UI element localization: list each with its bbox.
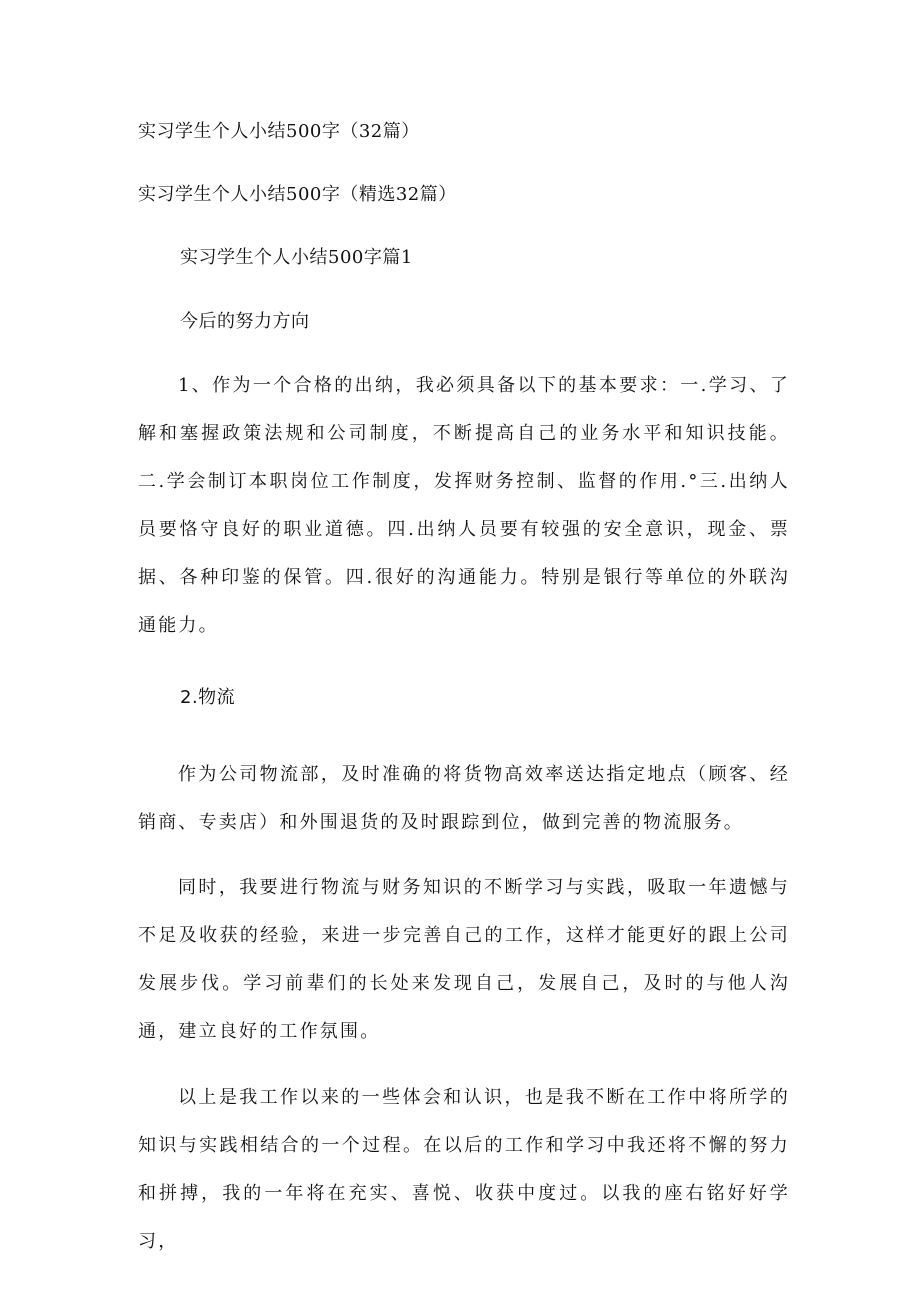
- paragraph-conclusion: 以上是我工作以来的一些体会和认识，也是我不断在工作中将所学的知识与实践相结合的一个过程。在以后的工作和学习中我还将不懈的努力和拼搏，我的一年将在充实、喜悦、收获中度过。以我的座右铭好好学习，: [138, 1087, 790, 1252]
- document-subtitle: 实习学生个人小结500字（精选32篇）: [138, 184, 457, 205]
- section-heading: 实习学生个人小结500字篇1: [180, 247, 413, 268]
- document-title: 实习学生个人小结500字（32篇）: [138, 121, 420, 142]
- paragraph-learning: 同时，我要进行物流与财务知识的不断学习与实践，吸取一年遗憾与不足及收获的经验，来进一步完善自己的工作，这样才能更好的跟上公司发展步伐。学习前辈们的长处来发现自己，发展自己，及时的与他人沟通，建立良好的工作氛围。: [138, 877, 790, 1042]
- subheading-effort-direction: 今后的努力方向: [180, 311, 310, 332]
- paragraph-logistics: 作为公司物流部，及时准确的将货物高效率送达指定地点（顾客、经销商、专卖店）和外围退货的及时跟踪到位，做到完善的物流服务。: [138, 764, 790, 833]
- subheading-logistics: 2.物流: [180, 687, 236, 708]
- paragraph-cashier-requirements: 1、作为一个合格的出纳，我必须具备以下的基本要求：一.学习、了解和塞握政策法规和公司制度，不断提高自己的业务水平和知识技能。二.学会制订本职岗位工作制度，发挥财务控制、监督的作用.°三.出纳人员要恪守良好的职业道德。四.出纳人员要有较强的安全意识，现金、票据、各种印鉴的保管。四.很好的沟通能力。特别是银行等单位的外联沟通能力。: [138, 375, 790, 636]
